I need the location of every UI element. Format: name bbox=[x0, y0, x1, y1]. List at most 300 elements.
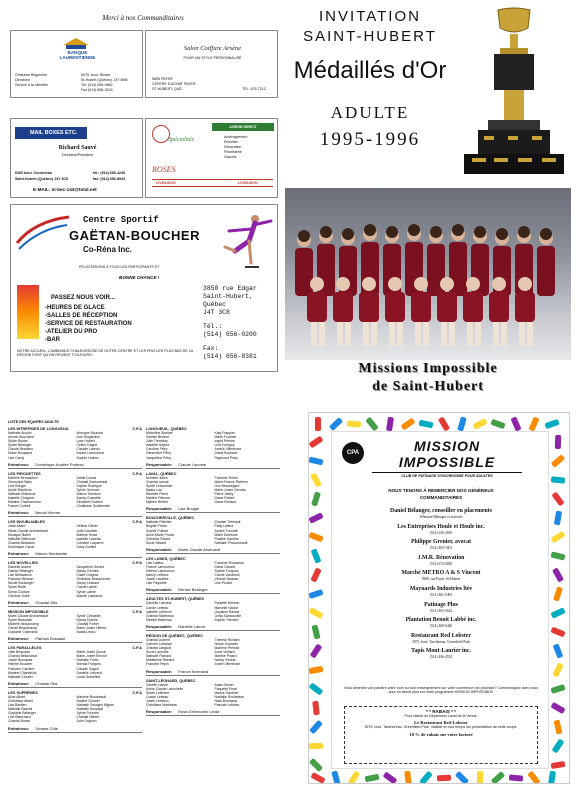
confetti-piece bbox=[511, 416, 522, 431]
flyer-content bbox=[331, 431, 549, 769]
roster-name-grid bbox=[8, 524, 142, 549]
roster-member: Monique Babin bbox=[8, 532, 31, 537]
roster-member: Annick Turcotte bbox=[214, 528, 238, 533]
roster-member: Nancy Dubois bbox=[76, 617, 98, 622]
roster-member: Nathalie Georges Migner bbox=[76, 703, 115, 708]
confetti-piece bbox=[550, 531, 565, 544]
sport-line1: Centre Sportif bbox=[83, 215, 159, 225]
roster-group-name: ADULTES ST-HUBERT, QUÉBEC bbox=[146, 597, 205, 602]
roster-member: Martine Charlebois bbox=[8, 670, 37, 675]
mailboxes-person: Richard Sauvé bbox=[58, 145, 97, 151]
flyer-thanks1: NOUS TENONS À REMERCIER NOS GÉNÉREUX bbox=[388, 488, 494, 493]
roster-member: Christiane Guillemette bbox=[76, 504, 110, 509]
roster-member: Hélène Boucher bbox=[8, 662, 33, 667]
confetti-piece bbox=[308, 532, 323, 543]
roster-member: Guylaine Bélanger bbox=[8, 711, 36, 716]
confetti-piece bbox=[329, 417, 343, 431]
roster-coach-line bbox=[146, 547, 280, 554]
roster-member: Nancy Lessard bbox=[76, 581, 100, 586]
roster-group-name: LES LUNES, QUÉBEC bbox=[146, 556, 186, 561]
roster-member: Francine Brisson bbox=[8, 577, 34, 582]
confetti-piece bbox=[555, 435, 561, 449]
roster-coach-name: Chantal Otis bbox=[35, 680, 58, 686]
mailboxes-logo-icon bbox=[15, 127, 27, 139]
roster-member: Claudie Gagné bbox=[76, 666, 100, 671]
roster-member: Chantal Bellavance bbox=[8, 654, 38, 659]
roster-member: Carole Vaudreuil bbox=[214, 573, 240, 578]
roster-coach-label: Entraîneur: bbox=[8, 680, 30, 686]
confetti-piece bbox=[347, 421, 361, 428]
sponsor-header: Merci à nos Commanditaires bbox=[102, 14, 184, 22]
medailles-title: Médaillés d'Or bbox=[293, 57, 447, 84]
roster-member: Marie-Josée Dorval bbox=[76, 650, 106, 655]
roster-member: Sylvie Germain bbox=[76, 487, 100, 492]
trophy-icon bbox=[458, 6, 570, 182]
confetti-piece bbox=[312, 701, 319, 716]
roster-member: Marie-Josée Émond bbox=[76, 654, 107, 659]
roster-member: Nathalie Richard bbox=[146, 654, 172, 659]
roster-member: Nancy Guenette bbox=[76, 496, 102, 501]
roster-member: Francine Pépin bbox=[146, 662, 169, 667]
roster-member: Ingrid Perrine bbox=[214, 439, 235, 444]
roster-name-grid bbox=[146, 638, 280, 667]
confetti-piece bbox=[550, 684, 565, 694]
roster-member: Nancy Gervais bbox=[76, 569, 99, 574]
roster-member: Isabelle Chagnon bbox=[8, 496, 35, 501]
sport-congrats: FÉLICITATIONS À TOUS LES PARTICIPANTS ET bbox=[79, 265, 160, 269]
flyer-sponsor-name: Tapis Mont-Laurier inc. bbox=[411, 648, 471, 655]
roster-member: Annie Brisebois bbox=[8, 487, 32, 492]
rabais-text: 3075, boul. Taschereau, Greenfield Park. Valable en tout temps sur présentation de cette coupe. bbox=[364, 725, 518, 730]
roster-coach-line bbox=[146, 462, 280, 469]
flyer-sponsor-list bbox=[340, 508, 542, 664]
roster-coach-label: Entraîneur: bbox=[8, 599, 30, 605]
roster-member: Marie-Claude Archambault bbox=[8, 528, 49, 533]
roster-group-name: LONGUEUIL, QUÉBEC bbox=[146, 427, 187, 431]
roster-coach-label: Responsable: bbox=[146, 506, 173, 512]
roster-member: Sylvie Boulet bbox=[8, 439, 28, 444]
banque-address2: St-Hubert (Québec) J3Y 8M8 bbox=[81, 78, 128, 82]
roster-member: Chantal Lavoie bbox=[146, 479, 169, 484]
roster-name-grid bbox=[146, 476, 280, 505]
roster-member: Jacqueline Petry bbox=[146, 455, 172, 460]
roster-member: Marinée Perrin bbox=[146, 492, 169, 497]
roster-group-club: C.P.A bbox=[132, 646, 142, 651]
confetti-piece bbox=[550, 551, 565, 560]
roster-coach-line bbox=[8, 726, 142, 733]
roster-coach-name: Viviane Côté bbox=[35, 725, 58, 731]
roster-member: Lise Bellavance bbox=[8, 573, 32, 578]
confetti-piece bbox=[551, 454, 566, 468]
roster-member: Josée Bourassa bbox=[8, 658, 33, 663]
confetti-piece bbox=[308, 589, 323, 599]
roster-member: Claude Beaulieu bbox=[8, 447, 33, 452]
flyer-notice: Vous aimeriez voir paraître votre nom ou tout renseignement sur votre commerce l'an prochain? Communiquez avec nous pour en savoir plus sur notre programme MISSION IMPOSSIBLE! bbox=[343, 686, 539, 695]
coiffure-tagline: POUR UN STYLE PERSONNALISÉ bbox=[183, 56, 242, 60]
roster-coach-name: Chantal Otis bbox=[35, 599, 58, 605]
roster-member: Dany Ouellet bbox=[76, 544, 97, 549]
roster-member: Nathalie Fortin bbox=[76, 658, 99, 663]
roster-member: Sophie Leclerc bbox=[76, 455, 99, 460]
banque-logo-icon bbox=[63, 37, 89, 49]
roster-member: Danise Bélanger bbox=[8, 569, 34, 574]
roster-group-name: LES INOUBLIABLES bbox=[8, 520, 45, 525]
coiffure-address1: 5895 PAYER bbox=[152, 77, 173, 81]
roster-member: Isabelle Hayeur bbox=[146, 443, 170, 448]
flyer-sponsor-name: Marché METRO A & S Vincent bbox=[401, 570, 481, 577]
team-roster bbox=[8, 420, 280, 790]
jardin-service-1: Entretien bbox=[224, 140, 239, 144]
banque-fax: Fax (514) 656-3024 bbox=[81, 88, 113, 92]
roster-member: France Lamoureux bbox=[146, 564, 175, 569]
card-banque-laurentienne bbox=[10, 30, 143, 98]
sport-service-3: -ATELIER DU PRO bbox=[45, 329, 98, 335]
sport-fax-label: Fax: bbox=[203, 345, 219, 352]
roster-member: Pauline Ganière bbox=[214, 536, 239, 541]
roster-member: Lise Paquette bbox=[146, 581, 167, 586]
roster-coach-line bbox=[146, 624, 280, 631]
flyer-sponsor-detail: (514) 465-5622 bbox=[429, 608, 453, 613]
confetti-piece bbox=[490, 419, 505, 429]
roster-member: Mylène Rinfret bbox=[146, 500, 168, 505]
roster-member: Sophie Forgues bbox=[214, 569, 239, 574]
roster-member: Sophie Poitras bbox=[146, 528, 169, 533]
confetti-piece bbox=[554, 511, 562, 526]
roster-name-grid bbox=[8, 650, 142, 679]
jardin-footer2: LIVRAISON bbox=[238, 181, 258, 185]
roster-member: Brenda Forgues bbox=[76, 662, 101, 667]
roster-member: Line Blanchard bbox=[8, 715, 31, 720]
flyer-sponsor-detail: (514) 469-6440 bbox=[429, 624, 453, 629]
roster-member: Nathalie Rocheleau bbox=[214, 694, 245, 699]
roster-member: Madeleine Richard bbox=[146, 658, 175, 663]
confetti-piece bbox=[311, 548, 322, 563]
roster-member: Guylaine Chartrand bbox=[8, 630, 38, 635]
roster-group-name: RÉGION DE QUÉBEC, QUÉBEC bbox=[146, 633, 203, 638]
roster-member: Céline Gagné bbox=[76, 443, 98, 448]
roster-member: Nancy Leblanc bbox=[146, 573, 169, 578]
flyer-title1: MISSION bbox=[413, 438, 481, 454]
confetti-piece bbox=[311, 624, 320, 639]
sport-services-title: PASSEZ NOUS VOIR... bbox=[51, 295, 115, 301]
confetti-piece bbox=[438, 416, 450, 431]
roster-coach-name: Benoit Vienne bbox=[35, 510, 61, 516]
roster-member: Isabelle Lalonde bbox=[76, 536, 102, 541]
roster-member: Jacqueline Gerard bbox=[76, 564, 105, 569]
flyer-sponsor-detail: 5900, rue Payer, St-Hubert bbox=[421, 577, 461, 582]
confetti-piece bbox=[311, 491, 321, 506]
confetti-piece bbox=[419, 420, 434, 429]
flyer-sponsor-detail: (514) 674-0050 bbox=[429, 561, 453, 566]
sport-tel: (514) 656-0200 bbox=[203, 331, 257, 338]
coiffure-address2: CENTRE D'ACHAT PAYER bbox=[152, 82, 196, 86]
confetti-piece bbox=[553, 586, 563, 601]
roster-member: Marlène Boudreault bbox=[76, 694, 107, 699]
roster-member: Diane Robert bbox=[214, 496, 235, 501]
roster-member: Anne Voillard bbox=[214, 650, 235, 655]
roster-member: Nathalie Dussault bbox=[76, 707, 104, 712]
roster-member: Christiane Albert bbox=[8, 698, 33, 703]
confetti-piece bbox=[437, 775, 451, 782]
confetti-piece bbox=[348, 770, 361, 784]
sport-line2: GAËTAN-BOUCHER bbox=[69, 228, 200, 243]
roster-coach-label: Responsable: bbox=[146, 461, 173, 467]
sport-address4: J4T 3C8 bbox=[203, 309, 230, 316]
roster-member: Martine Pinard bbox=[214, 654, 237, 659]
roster-group-club: C.P.A bbox=[132, 427, 142, 431]
roster-name-grid bbox=[8, 614, 142, 634]
card-centre-sportif bbox=[10, 204, 278, 372]
roster-member: Adam Muriel bbox=[214, 682, 234, 687]
roster-member: Marlène Prévost bbox=[214, 646, 240, 651]
roster-member: Nathalie Aucoin bbox=[8, 431, 32, 435]
roster-member: Marie-Josée Gervais bbox=[214, 487, 246, 492]
roster-member: Sylvie Beaudoin bbox=[8, 617, 33, 622]
roster-member: Nata Bourassa bbox=[214, 698, 237, 703]
roster-coach-label: Entraîneur: bbox=[8, 550, 30, 556]
confetti-piece bbox=[383, 771, 398, 784]
roster-member: Claudie Lacroix bbox=[76, 447, 100, 452]
confetti-piece bbox=[552, 739, 565, 754]
roster-member: Caroline Laquerre bbox=[76, 540, 104, 545]
color-bar bbox=[17, 285, 39, 339]
roster-member: Line Bougie bbox=[8, 483, 26, 488]
roster-left-column bbox=[8, 424, 142, 734]
confetti-piece bbox=[528, 416, 539, 431]
roster-member: Marie-France Rivières bbox=[214, 479, 248, 484]
roster-member: Sylvie Lessonnier bbox=[146, 483, 173, 488]
flyer-sponsor-name: J.M.R. Rénovation bbox=[417, 554, 465, 561]
roster-member: Diane Renaud bbox=[214, 500, 237, 505]
flyer-sponsor-name: Patinage Plus bbox=[424, 601, 458, 608]
sport-address2: Saint-Hubert, bbox=[203, 293, 253, 300]
roster-member: Caroline Dubé bbox=[8, 593, 30, 598]
flyer-thanks2: COMMANDITAIRES bbox=[419, 495, 463, 500]
cpa-logo: CPA bbox=[342, 442, 364, 464]
roster-member: Nicole Boulanger bbox=[8, 581, 34, 586]
flyer-sponsor-name: Maynards Industries ltée bbox=[409, 585, 473, 592]
roster-coach-name: France Normand bbox=[178, 668, 209, 674]
confetti-piece bbox=[309, 682, 324, 695]
roster-member: Julie Beaudoin bbox=[8, 650, 31, 655]
roster-coach-line bbox=[8, 551, 142, 558]
confetti-piece bbox=[309, 457, 324, 466]
roster-member: Manon Gendron bbox=[76, 492, 102, 497]
confetti-piece bbox=[491, 771, 505, 784]
flyer-sponsor-detail: (514) 465-1801 bbox=[429, 546, 453, 551]
roster-member: Sylvie Chevalier bbox=[76, 613, 101, 618]
roster-group-club: C.P.A bbox=[132, 560, 142, 565]
roster-name-grid bbox=[146, 683, 280, 708]
roster-member: Hélène Olivier bbox=[76, 524, 98, 529]
roster-member: Katy Frappier bbox=[214, 431, 235, 435]
photo-caption bbox=[285, 360, 571, 396]
flyer-sponsor-detail: (514) 461-5481 bbox=[429, 592, 453, 597]
roster-group-name: SAINT-LÉONARD, QUÉBEC bbox=[146, 678, 196, 683]
roster-member: Danielle Leboeuf bbox=[76, 670, 102, 675]
confetti-piece bbox=[457, 416, 467, 431]
jardin-service-4: Gazons bbox=[224, 155, 237, 159]
confetti-piece bbox=[365, 774, 380, 783]
roster-member: Chantal Langlois bbox=[146, 646, 172, 651]
roster-member: Lise Lafleur bbox=[146, 560, 164, 565]
roster-member: Ginette Lavoie bbox=[146, 682, 168, 687]
roster-member: Nancy Vézina bbox=[214, 658, 236, 663]
roster-member: Paquette Pearl bbox=[214, 686, 237, 691]
jardin-service-2: Décoration bbox=[224, 145, 242, 149]
roster-member: Francine Carrière bbox=[8, 666, 35, 671]
roster-member: Claire Gingras bbox=[76, 573, 99, 578]
roster-coach-name: Patricia Dussault bbox=[35, 636, 66, 642]
confetti-piece bbox=[309, 720, 323, 735]
confetti-piece bbox=[551, 761, 566, 769]
roster-group-name: LES PIROUETTES bbox=[8, 471, 41, 476]
roster-group-club: C.P.A bbox=[132, 520, 142, 525]
roster-coach-label: Entraîneur: bbox=[8, 510, 30, 516]
flyer-sponsor-detail: (514) 656-4010 bbox=[429, 530, 453, 535]
roster-member: Francine Rousseau bbox=[214, 560, 244, 565]
adulte-title: ADULTE bbox=[330, 103, 410, 122]
mailboxes-tel: tél.: (514) 656-4245 bbox=[93, 171, 125, 175]
roster-member: Nathalie Bazzini bbox=[8, 707, 33, 712]
jardin-service-3: Fleuristerie bbox=[224, 150, 242, 154]
roster-member: Chantal Dessureault bbox=[76, 479, 108, 484]
roster-member: Danielle Laforest bbox=[146, 601, 172, 606]
sport-service-0: -HEURES DE GLACE bbox=[45, 305, 105, 311]
flyer-subtitle: CLUB DE PATINAGE SYNCHRONISÉ POUR ADULTES bbox=[372, 472, 522, 478]
roster-member: Christine Rivard bbox=[146, 536, 171, 541]
roster-coach-name: Dominique-Andrée Proteau bbox=[35, 461, 84, 467]
roster-member: Danielle Aubert bbox=[8, 564, 31, 569]
roster-member: Annick Villeneuve bbox=[214, 447, 242, 452]
roster-coach-line bbox=[8, 462, 142, 469]
roster-member: Sylvie Bélanger bbox=[8, 443, 32, 448]
roster-member: Martine Petrone bbox=[146, 496, 171, 501]
roster-coach-line bbox=[8, 636, 142, 643]
roster-member: Dominique Caron bbox=[8, 544, 35, 549]
confetti-piece bbox=[309, 743, 323, 749]
confetti-piece bbox=[550, 627, 565, 638]
roster-coach-line bbox=[8, 681, 142, 688]
roster-member: Raymond Petry bbox=[214, 455, 238, 460]
saint-hubert-title: SAINT-HUBERT bbox=[303, 28, 437, 45]
sport-address3: Québec bbox=[203, 301, 227, 308]
roster-right-column bbox=[146, 424, 280, 717]
roster-group-name: LES PARALLÈLES bbox=[8, 646, 42, 651]
flyer-sponsor-name: Daniel Bélanger, conseiller en placements bbox=[390, 508, 492, 514]
mailboxes-logo: MAIL BOXES ETC. bbox=[27, 127, 87, 139]
roster-member: Josée Lemieux bbox=[146, 698, 169, 703]
roster-member: Marcelle Nadon bbox=[214, 605, 239, 610]
roster-member: Paulette Moreau bbox=[214, 601, 240, 606]
roster-member: Sylvie Brûlé bbox=[8, 585, 26, 590]
sport-service-1: -SALLES DE RÉCEPTION bbox=[45, 313, 118, 319]
roster-member: Nadia Leduc bbox=[76, 630, 96, 635]
confetti-piece bbox=[386, 417, 394, 432]
card-jardin-direct bbox=[145, 118, 278, 198]
rabais-title: * * RABAIS * * bbox=[426, 709, 456, 714]
roster-member: Julie Tremblay bbox=[146, 439, 168, 444]
roster-member: Julie Gagnon bbox=[76, 719, 97, 724]
mailboxes-fax: fax: (514) 656-8944 bbox=[93, 177, 125, 181]
roster-coach-name: Rosa Delvecchio Linda bbox=[178, 709, 220, 715]
roster-member: Chantal Beaudoin bbox=[8, 540, 35, 545]
jardin-footer1: LIVRAISON bbox=[156, 181, 176, 185]
roster-member: Isabelle Lefebvre bbox=[146, 609, 172, 614]
confetti-piece bbox=[472, 418, 487, 430]
confetti-piece bbox=[552, 567, 564, 582]
roster-group-name: LES SUPRÊMES bbox=[8, 690, 38, 695]
roster-member: Patty Lafleur bbox=[214, 524, 234, 529]
mission-impossible-flyer bbox=[308, 412, 570, 784]
rabais-discount: 10 % de rabais sur votre facture bbox=[409, 731, 473, 737]
roster-coach-name: Claude Lacoste bbox=[178, 461, 207, 467]
photo-caption-line2: de Saint-Hubert bbox=[372, 379, 484, 394]
roster-coach-label: Entraîneur: bbox=[8, 636, 30, 642]
confetti-piece bbox=[551, 476, 566, 483]
flyer-sponsor-detail: 3075, boul. Taschereau, Greenfield Park bbox=[412, 639, 470, 644]
confetti-piece bbox=[554, 720, 563, 735]
roster-group-name: LES NOVELLIES bbox=[8, 560, 38, 565]
roster-group-name: LAVAL, QUÉBEC bbox=[146, 471, 177, 476]
banque-person: Ghislaine Bégnoche bbox=[15, 73, 48, 77]
roster-member: Lise Beauregard bbox=[214, 483, 240, 488]
confetti-piece bbox=[309, 666, 324, 674]
roster-header: LISTE DES ÉQUIPES ADULTE bbox=[8, 420, 59, 424]
jardin-roses: ROSES bbox=[152, 165, 176, 174]
roster-name-grid bbox=[146, 431, 280, 460]
roster-name-grid bbox=[8, 695, 142, 724]
jardin-specialites: Spécialités bbox=[168, 137, 194, 143]
roster-member: Annie-Claude Larochelle bbox=[146, 686, 184, 691]
roster-member: Michèle Beauchamp bbox=[8, 621, 39, 626]
roster-group-club: C.P.A bbox=[132, 471, 142, 476]
confetti-piece bbox=[548, 771, 556, 784]
roster-member: Louise Lebeau bbox=[146, 694, 169, 699]
flyer-title2: IMPOSSIBLE bbox=[398, 454, 496, 470]
roster-member: Nadia Luci bbox=[146, 487, 163, 492]
confetti-piece bbox=[310, 772, 325, 784]
roster-name-grid bbox=[146, 601, 280, 621]
roster-group-club: C.P.A bbox=[132, 609, 142, 614]
rabais-restaurant: Le Restaurant Red Lobster bbox=[414, 719, 468, 725]
flyer-sponsor-name: Restaurant Red Lobster bbox=[411, 632, 471, 639]
roster-coach-line bbox=[8, 600, 142, 607]
roster-name-grid bbox=[8, 565, 142, 598]
roster-coach-name: Denise Bélanger bbox=[178, 587, 208, 593]
roster-member: Carmen Lafrance bbox=[146, 642, 173, 646]
roster-coach-label: Responsable: bbox=[146, 668, 173, 674]
flyer-sponsor-name: Philippe Grenier, avocat bbox=[410, 539, 472, 546]
roster-member: Aline Albert bbox=[8, 694, 26, 699]
roster-member: Lise Desjardins bbox=[76, 435, 100, 440]
mailboxes-email: E-MAIL: m-bec-143@total.net bbox=[33, 187, 97, 192]
roster-member: Josie Allard bbox=[8, 524, 26, 529]
roster-name-grid bbox=[146, 561, 280, 586]
roster-member: Marie Fournier bbox=[214, 435, 237, 440]
sport-fax: (514) 656-8381 bbox=[203, 353, 257, 360]
confetti-piece bbox=[550, 702, 565, 714]
banque-role2: Service à la clientèle bbox=[15, 83, 48, 87]
roster-group-name: MISSION IMPOSSIBLE bbox=[8, 609, 49, 614]
roster-member: Nathalie Pinsonneault bbox=[214, 540, 248, 545]
confetti-piece bbox=[310, 643, 323, 658]
roster-member: Murielle Julien bbox=[146, 475, 168, 480]
mailboxes-role: Directeur/Président bbox=[62, 153, 93, 157]
sport-address1: 3850 rue Edgar bbox=[203, 285, 257, 292]
sport-line3: Co-Réna Inc. bbox=[83, 245, 132, 254]
confetti-piece bbox=[404, 771, 412, 784]
